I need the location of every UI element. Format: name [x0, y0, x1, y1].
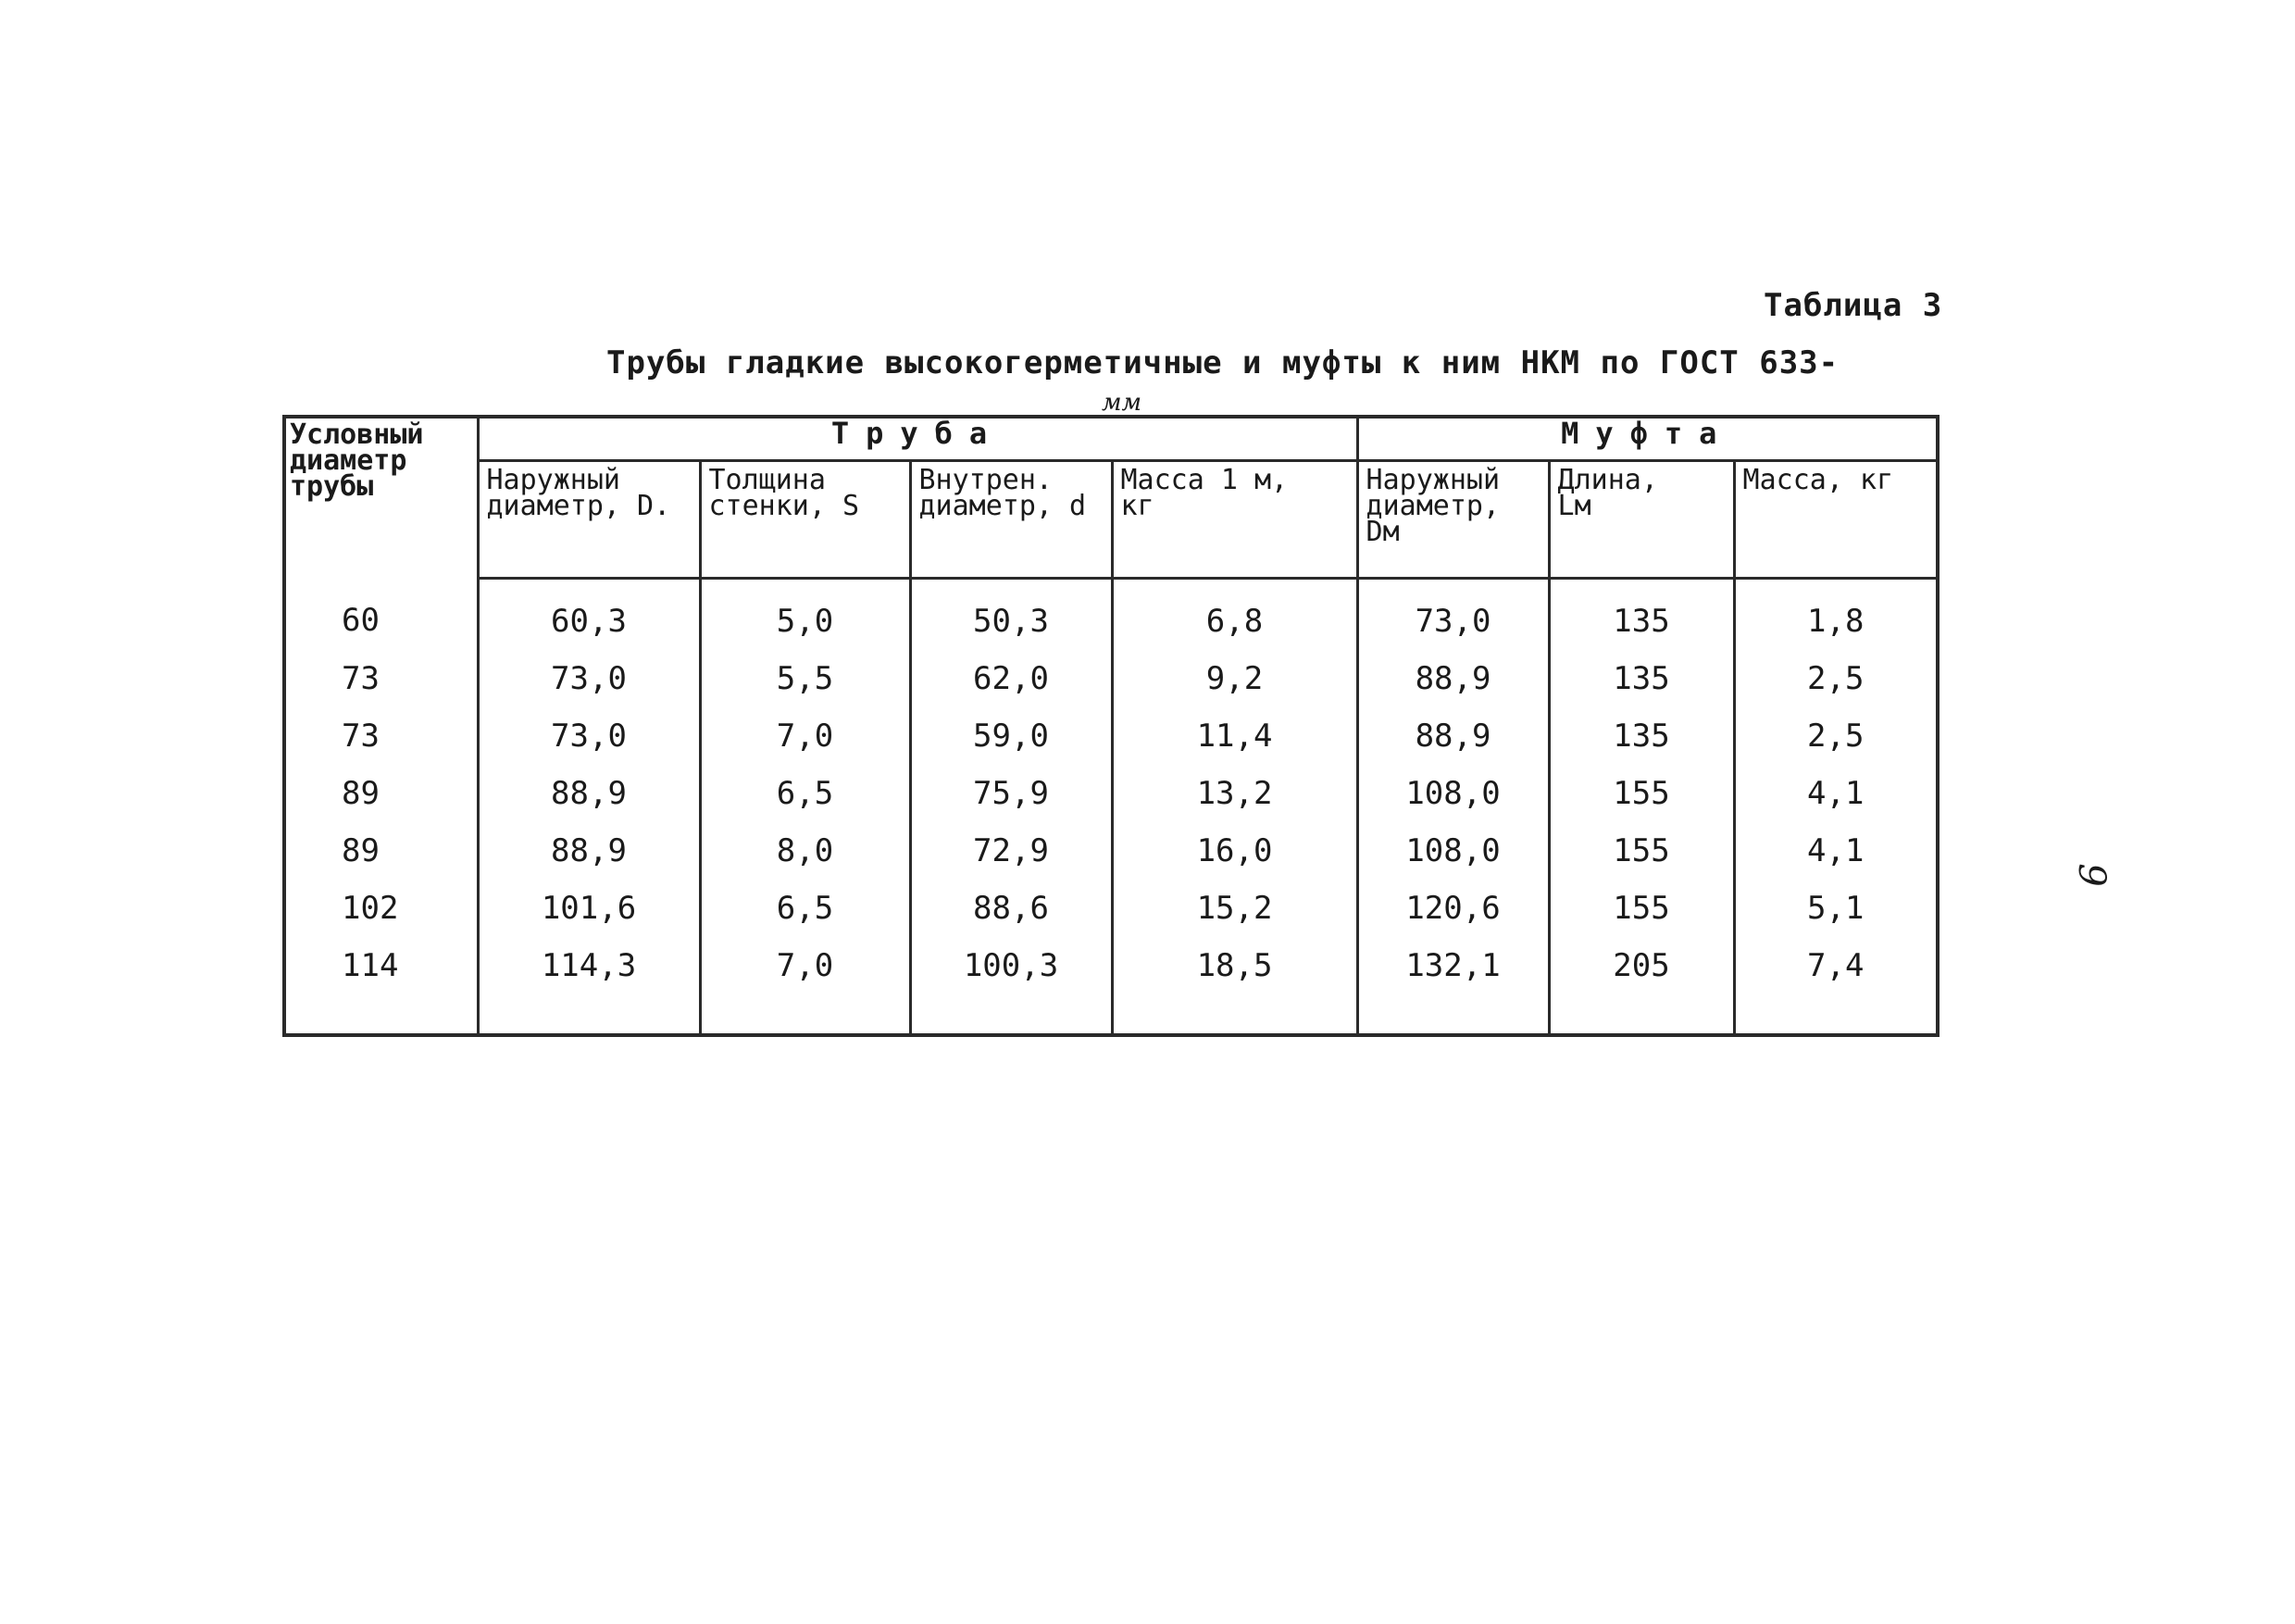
cell-coupling-outer-diameter: 120,6	[1357, 880, 1549, 937]
cell-nominal-diameter: 73	[284, 707, 478, 765]
table-row	[284, 937, 1938, 994]
cell-pipe-wall-thickness: 6,5	[700, 765, 910, 822]
cell-coupling-outer-diameter: 108,0	[1357, 822, 1549, 880]
cell-coupling-length: 205	[1549, 937, 1734, 994]
cell-pipe-outer-diameter: 88,9	[478, 765, 700, 822]
cell-pipe-mass: 16,0	[1112, 822, 1357, 880]
empty-cell	[910, 994, 1112, 1035]
cell-nominal-diameter: 114	[284, 937, 478, 994]
cell-coupling-mass: 1,8	[1734, 579, 1938, 651]
header-coupling-length: Длина, Lм	[1549, 461, 1734, 579]
cell-coupling-length: 135	[1549, 707, 1734, 765]
cell-coupling-length: 155	[1549, 822, 1734, 880]
empty-cell	[1734, 994, 1938, 1035]
empty-cell	[478, 994, 700, 1035]
cell-coupling-mass: 4,1	[1734, 765, 1938, 822]
cell-pipe-wall-thickness: 7,0	[700, 937, 910, 994]
cell-pipe-inner-diameter: 62,0	[910, 650, 1112, 707]
cell-nominal-diameter: 60	[284, 579, 478, 651]
cell-nominal-diameter: 102	[284, 880, 478, 937]
table-row	[284, 822, 1938, 880]
header-group-coupling: Муфта	[1357, 417, 1938, 461]
cell-coupling-outer-diameter: 88,9	[1357, 707, 1549, 765]
cell-pipe-wall-thickness: 6,5	[700, 880, 910, 937]
cell-coupling-mass: 5,1	[1734, 880, 1938, 937]
cell-pipe-outer-diameter: 73,0	[478, 650, 700, 707]
cell-pipe-outer-diameter: 88,9	[478, 822, 700, 880]
cell-coupling-mass: 7,4	[1734, 937, 1938, 994]
cell-nominal-diameter: 73	[284, 650, 478, 707]
page-number: 6	[2073, 863, 2116, 887]
cell-pipe-inner-diameter: 75,9	[910, 765, 1112, 822]
cell-pipe-wall-thickness: 5,0	[700, 579, 910, 651]
header-pipe-inner-diameter: Внутрен. диаметр, d	[910, 461, 1112, 579]
cell-coupling-length: 155	[1549, 880, 1734, 937]
empty-cell	[1357, 994, 1549, 1035]
table-row	[284, 765, 1938, 822]
cell-pipe-mass: 9,2	[1112, 650, 1357, 707]
cell-pipe-mass: 11,4	[1112, 707, 1357, 765]
header-nominal-diameter: Условный диаметр трубы	[284, 417, 478, 579]
cell-coupling-mass: 4,1	[1734, 822, 1938, 880]
cell-pipe-inner-diameter: 50,3	[910, 579, 1112, 651]
table-row	[284, 880, 1938, 937]
cell-coupling-length: 155	[1549, 765, 1734, 822]
cell-pipe-mass: 6,8	[1112, 579, 1357, 651]
cell-pipe-outer-diameter: 114,3	[478, 937, 700, 994]
table-title: Трубы гладкие высокогерметичные и муфты к ним НКМ по ГОСТ 633-	[606, 344, 1840, 381]
cell-pipe-inner-diameter: 59,0	[910, 707, 1112, 765]
cell-pipe-wall-thickness: 7,0	[700, 707, 910, 765]
empty-cell	[1549, 994, 1734, 1035]
cell-pipe-inner-diameter: 72,9	[910, 822, 1112, 880]
empty-cell	[1112, 994, 1357, 1035]
cell-coupling-length: 135	[1549, 579, 1734, 651]
header-coupling-outer-diameter: Наружный диаметр, Dм	[1357, 461, 1549, 579]
cell-coupling-outer-diameter: 73,0	[1357, 579, 1549, 651]
cell-pipe-inner-diameter: 100,3	[910, 937, 1112, 994]
header-pipe-mass: Масса 1 м, кг	[1112, 461, 1357, 579]
cell-pipe-mass: 18,5	[1112, 937, 1357, 994]
cell-pipe-wall-thickness: 8,0	[700, 822, 910, 880]
empty-cell	[284, 994, 478, 1035]
table-row	[284, 579, 1938, 651]
header-pipe-outer-diameter: Наружный диаметр, D.	[478, 461, 700, 579]
table-row	[284, 650, 1938, 707]
cell-pipe-wall-thickness: 5,5	[700, 650, 910, 707]
cell-coupling-mass: 2,5	[1734, 707, 1938, 765]
cell-pipe-mass: 15,2	[1112, 880, 1357, 937]
cell-pipe-outer-diameter: 60,3	[478, 579, 700, 651]
cell-coupling-outer-diameter: 132,1	[1357, 937, 1549, 994]
cell-pipe-inner-diameter: 88,6	[910, 880, 1112, 937]
table-spacer-row	[284, 994, 1938, 1035]
units-label: мм	[1102, 389, 1142, 417]
cell-coupling-outer-diameter: 108,0	[1357, 765, 1549, 822]
cell-pipe-mass: 13,2	[1112, 765, 1357, 822]
header-pipe-wall-thickness: Толщина стенки, S	[700, 461, 910, 579]
cell-nominal-diameter: 89	[284, 822, 478, 880]
header-coupling-mass: Масса, кг	[1734, 461, 1938, 579]
header-group-pipe: Труба	[478, 417, 1357, 461]
table-label: Таблица 3	[1764, 287, 1943, 324]
table-body	[284, 579, 1938, 1036]
pipe-coupling-table	[282, 415, 1940, 1037]
cell-coupling-mass: 2,5	[1734, 650, 1938, 707]
cell-coupling-outer-diameter: 88,9	[1357, 650, 1549, 707]
cell-coupling-length: 135	[1549, 650, 1734, 707]
empty-cell	[700, 994, 910, 1035]
cell-pipe-outer-diameter: 101,6	[478, 880, 700, 937]
table-row	[284, 707, 1938, 765]
cell-pipe-outer-diameter: 73,0	[478, 707, 700, 765]
cell-nominal-diameter: 89	[284, 765, 478, 822]
